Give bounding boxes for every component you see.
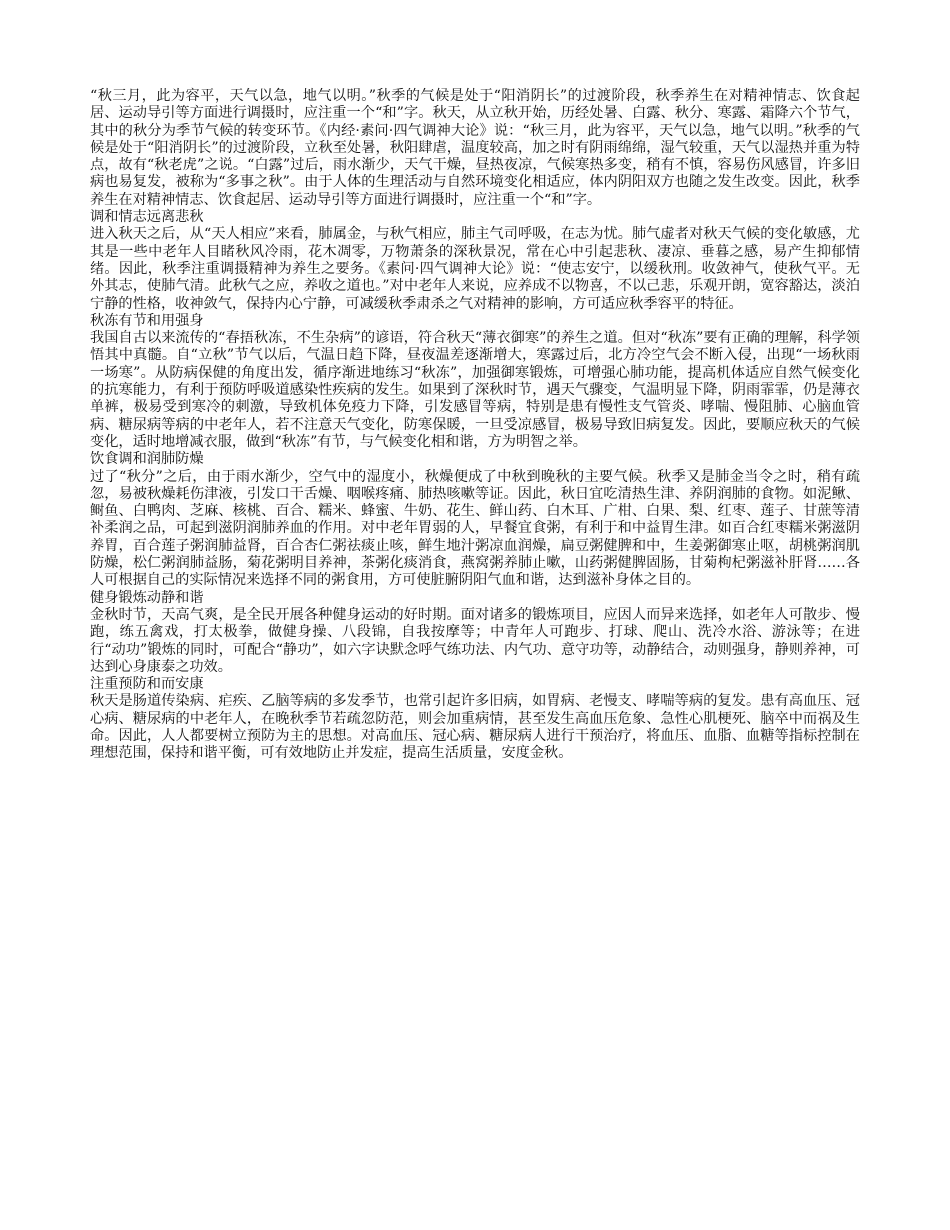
section-heading-autumn-cold: 秋冻有节和用强身: [90, 312, 204, 329]
article: [90, 88, 860, 763]
section-heading-diet: 饮食调和润肺防燥: [90, 451, 204, 468]
section-body-prevention: 秋天是肠道传染病、疟疾、乙脑等病的多发季节，也常引起许多旧病，如胃病、老慢支、哮喘等病的复发。患有高血压、冠心病、糖尿病的中老年人，在晚秋季节若疏忽防范，则会加重病情，甚至发生高血压危象、急性心肌梗死、脑卒中而祸及生命。因此，人人都要树立预防为主的思想。对高血压、冠心病、糖尿病人进行干预治疗，将血压、血脂、血糖等指标控制在理想范围，保持和谐平衡，可有效地防止并发症，提高生活质量，安度金秋。: [90, 693, 860, 762]
section-body-exercise: 金秋时节，天高气爽，是全民开展各种健身运动的好时期。面对诸多的锻炼项目，应因人而异来选择，如老年人可散步、慢跑，练五禽戏，打太极拳，做健身操、八段锦，自我按摩等；中青年人可跑步、打球、爬山、洗冷水浴、游泳等；在进行“动功”锻炼的同时，可配合“静功”，如六字诀默念呼气练功法、内气功、意守功等，动静结合，动则强身，静则养神，可达到心身康泰之功效。: [90, 606, 860, 675]
intro-paragraph: “秋三月，此为容平，天气以急，地气以明。”秋季的气候是处于“阳消阴长”的过渡阶段，秋季养生在对精神情志、饮食起居、运动导引等方面进行调摄时，应注重一个“和”字。秋天，从立秋开始，历经处暑、白露、秋分、寒露、霜降六个节气，其中的秋分为季节气候的转变环节。《内经·素问·四气调神大论》说：“秋三月，此为容平，天气以急，地气以明。”秋季的气候是处于“阳消阴长”的过渡阶段，立秋至处暑，秋阳肆虐，温度较高，加之时有阴雨绵绵，湿气较重，天气以湿热并重为特点，故有“秋老虎”之说。“白露”过后，雨水渐少，天气干燥，昼热夜凉，气候寒热多变，稍有不慎，容易伤风感冒，许多旧病也易复发，被称为“多事之秋”。由于人体的生理活动与自然环境变化相适应，体内阴阳双方也随之发生改变。因此，秋季养生在对精神情志、饮食起居、运动导引等方面进行调摄时，应注重一个“和”字。: [90, 88, 860, 208]
section-heading-exercise: 健身锻炼动静和谐: [90, 589, 204, 606]
section-heading-emotion: 调和情志远离悲秋: [90, 209, 204, 226]
section-body-emotion: 进入秋天之后，从“天人相应”来看，肺属金，与秋气相应，肺主气司呼吸，在志为忧。肺气虚者对秋天气候的变化敏感，尤其是一些中老年人目睹秋风冷雨，花木凋零，万物萧条的深秋景况，常在心中引起悲秋、凄凉、垂暮之感，易产生抑郁情绪。因此，秋季注重调摄精神为养生之要务。《素问·四气调神大论》说：“使志安宁，以缓秋刑。收敛神气，使秋气平。无外其志，使肺气清。此秋气之应，养收之道也。”对中老年人来说，应养成不以物喜，不以己悲，乐观开朗，宽容豁达，淡泊宁静的性格，收神敛气，保持内心宁静，可减缓秋季肃杀之气对精神的影响，方可适应秋季容平的特征。: [90, 226, 860, 312]
section-body-diet: 过了“秋分”之后，由于雨水渐少，空气中的湿度小，秋燥便成了中秋到晚秋的主要气候。秋季又是肺金当令之时，稍有疏忽，易被秋燥耗伤津液，引发口干舌燥、咽喉疼痛、肺热咳嗽等证。因此，秋日宜吃清热生津、养阴润肺的食物。如泥鳅、鲥鱼、白鸭肉、芝麻、核桃、百合、糯米、蜂蜜、牛奶、花生、鲜山药、白木耳、广柑、白果、梨、红枣、莲子、甘蔗等清补柔润之品，可起到滋阴润肺养血的作用。对中老年胃弱的人，早餐宜食粥，有利于和中益胃生津。如百合红枣糯米粥滋阴养胃，百合莲子粥润肺益肾，百合杏仁粥祛痰止咳，鲜生地汁粥凉血润燥，扁豆粥健脾和中，生姜粥御寒止呕，胡桃粥润肌防燥，松仁粥润肺益肠，菊花粥明目养神，茶粥化痰消食，燕窝粥养肺止嗽，山药粥健脾固肠，甘菊枸杞粥滋补肝肾……各人可根据自己的实际情况来选择不同的粥食用，方可使脏腑阴阳气血和谐，达到滋补身体之目的。: [90, 468, 860, 589]
section-heading-prevention: 注重预防和而安康: [90, 676, 204, 693]
section-body-autumn-cold: 我国自古以来流传的“春捂秋冻，不生杂病”的谚语，符合秋天“薄衣御寒”的养生之道。但对“秋冻”要有正确的理解，科学领悟其中真髓。自“立秋”节气以后，气温日趋下降，昼夜温差逐渐增大，寒露过后，北方冷空气会不断入侵，出现“一场秋雨一场寒”。从防病保健的角度出发，循序渐进地练习“秋冻”，加强御寒锻炼，可增强心肺功能，提高机体适应自然气候变化的抗寒能力，有利于预防呼吸道感染性疾病的发生。如果到了深秋时节，遇天气骤变，气温明显下降，阴雨霏霏，仍是薄衣单裤，极易受到寒冷的刺激，导致机体免疫力下降，引发感冒等病，特别是患有慢性支气管炎、哮喘、慢阻肺、心脑血管病、糖尿病等病的中老年人，若不注意天气变化，防寒保暖，一旦受凉感冒，极易导致旧病复发。因此，要顺应秋天的气候变化，适时地增减衣服，做到“秋冻”有节，与气候变化相和谐，方为明智之举。: [90, 330, 860, 450]
